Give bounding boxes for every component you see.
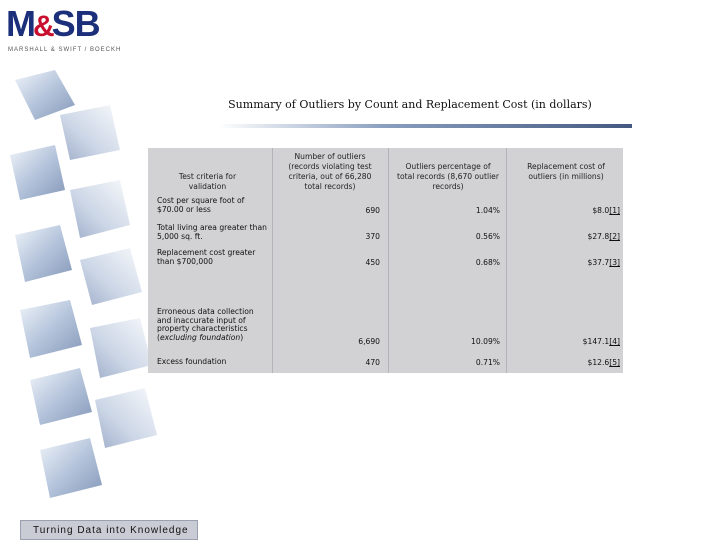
cell-percentage: 0.71% <box>475 358 500 367</box>
cell-count: 6,690 <box>358 337 380 346</box>
company-logo <box>6 3 100 44</box>
header-replacement-cost: Replacement cost of outliers (in millions) <box>527 162 605 181</box>
cell-percentage: 0.68% <box>475 258 500 267</box>
page-title: Summary of Outliers by Count and Replacement Cost (in dollars) <box>228 98 592 111</box>
cell-percentage: 0.56% <box>475 232 500 241</box>
footer-tagline: Turning Data into Knowledge <box>33 525 189 536</box>
row-label-excess-foundation: Excess foundation <box>157 357 227 366</box>
footer-bar <box>20 520 198 540</box>
title-underline-bar <box>218 124 632 128</box>
footnote-link[interactable]: [1] <box>609 206 620 215</box>
footnote-link[interactable]: [2] <box>609 232 620 241</box>
logo-letters-left: M <box>6 3 35 44</box>
cell-count: 450 <box>365 258 380 267</box>
row-label-erroneous-data: Erroneous data collection and inaccurate input of property characteristics (excluding foundation) <box>157 307 254 343</box>
cell-cost: $37.7[3] <box>587 258 620 267</box>
cell-cost: $147.1[4] <box>582 337 620 346</box>
company-name: MARSHALL & SWIFT / BOECKH <box>8 47 122 53</box>
cell-cost: $8.0[1] <box>592 206 620 215</box>
row-label-living-area: Total living area greater than 5,000 sq. ft. <box>157 223 267 241</box>
row-label-cost-per-sqft: Cost per square foot of $70.00 or less <box>157 196 245 214</box>
column-divider <box>388 148 389 373</box>
row-label-replacement-cost: Replacement cost greater than $700,000 <box>157 248 256 266</box>
header-test-criteria: Test criteria for validation <box>178 172 237 191</box>
footnote-link[interactable]: [3] <box>609 258 620 267</box>
header-outlier-percentage: Outliers percentage of total records (8,670 outlier records) <box>397 162 499 191</box>
cell-cost: $12.6[5] <box>587 358 620 367</box>
column-divider <box>272 148 273 373</box>
footnote-link[interactable]: [4] <box>609 337 620 346</box>
cell-count: 690 <box>365 206 380 215</box>
cell-percentage: 1.04% <box>475 206 500 215</box>
logo-letters-right: SB <box>51 3 100 44</box>
cell-percentage: 10.09% <box>471 337 500 346</box>
logo-ampersand: & <box>33 10 54 43</box>
footnote-link[interactable]: [5] <box>609 358 620 367</box>
header-outlier-count: Number of outliers (records violating test criteria, out of 66,280 total records) <box>288 152 372 191</box>
cell-cost: $27.8[2] <box>587 232 620 241</box>
column-divider <box>506 148 507 373</box>
cell-count: 470 <box>365 358 380 367</box>
cell-count: 370 <box>365 232 380 241</box>
